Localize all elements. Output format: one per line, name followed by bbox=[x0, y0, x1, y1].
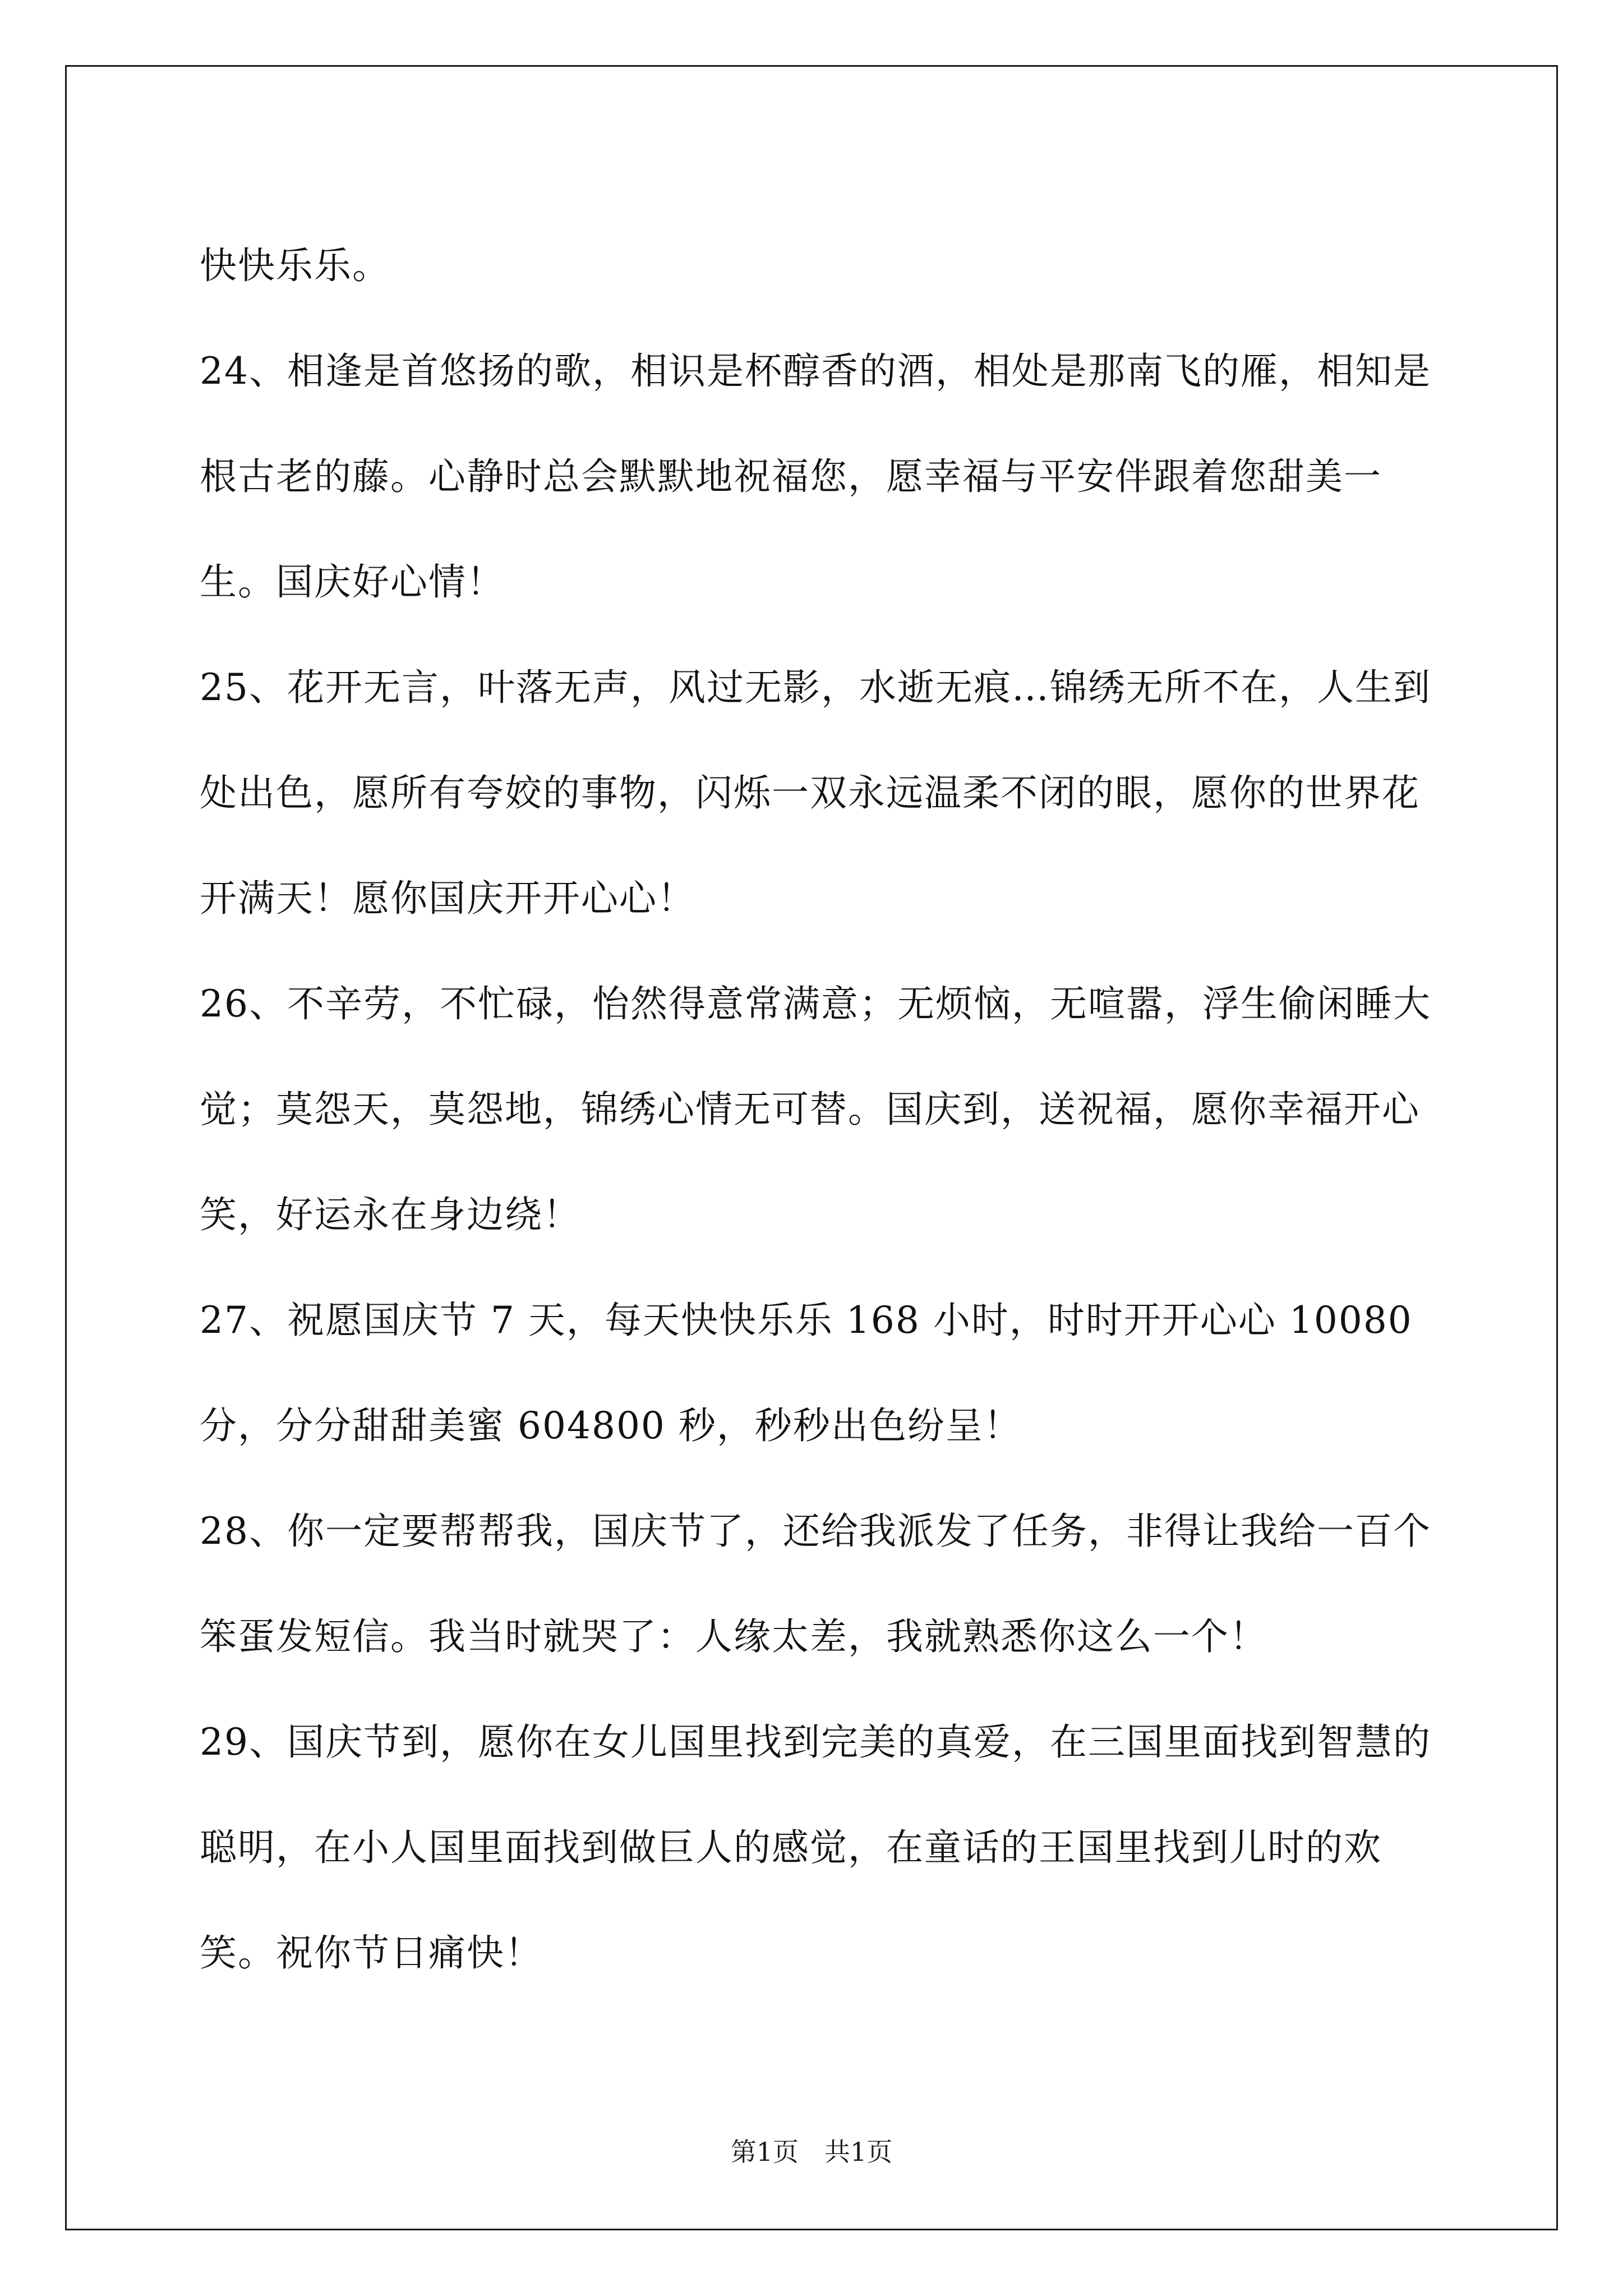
paragraph-25: 25、花开无言，叶落无声，风过无影，水逝无痕…锦绣无所不在，人生到处出色，愿所有夸姣的事物，闪烁一双永远温柔不闭的眼，愿你的世界花开满天！愿你国庆开开心心！ bbox=[200, 666, 1431, 920]
paragraph-24: 24、相逢是首悠扬的歌，相识是杯醇香的酒，相处是那南飞的雁，相知是根古老的藤。心静时总会默默地祝福您，愿幸福与平安伴跟着您甜美一生。国庆好心情！ bbox=[200, 349, 1431, 604]
paragraph-0: 快快乐乐。 bbox=[200, 244, 390, 287]
paragraph-26: 26、不辛劳，不忙碌，怡然得意常满意；无烦恼，无喧嚣，浮生偷闲睡大觉；莫怨天，莫怨地，锦绣心情无可替。国庆到，送祝福，愿你幸福开心笑，好运永在身边绕！ bbox=[200, 982, 1431, 1236]
paragraph-27: 27、祝愿国庆节 7 天，每天快快乐乐 168 小时，时时开开心心 10080 分，分分甜甜美蜜 604800 秒，秒秒出色纷呈！ bbox=[200, 1299, 1413, 1447]
document-body bbox=[200, 213, 1433, 2006]
paragraph-28: 28、你一定要帮帮我，国庆节了，还给我派发了任务，非得让我给一百个笨蛋发短信。我当时就哭了：人缘太差，我就熟悉你这么一个！ bbox=[200, 1510, 1431, 1658]
page-number-footer: 第1页 共1页 bbox=[730, 2137, 893, 2167]
paragraph-29: 29、国庆节到，愿你在女儿国里找到完美的真爱，在三国里面找到智慧的聪明，在小人国里面找到做巨人的感觉，在童话的王国里找到儿时的欢笑。祝你节日痛快！ bbox=[200, 1720, 1431, 1975]
